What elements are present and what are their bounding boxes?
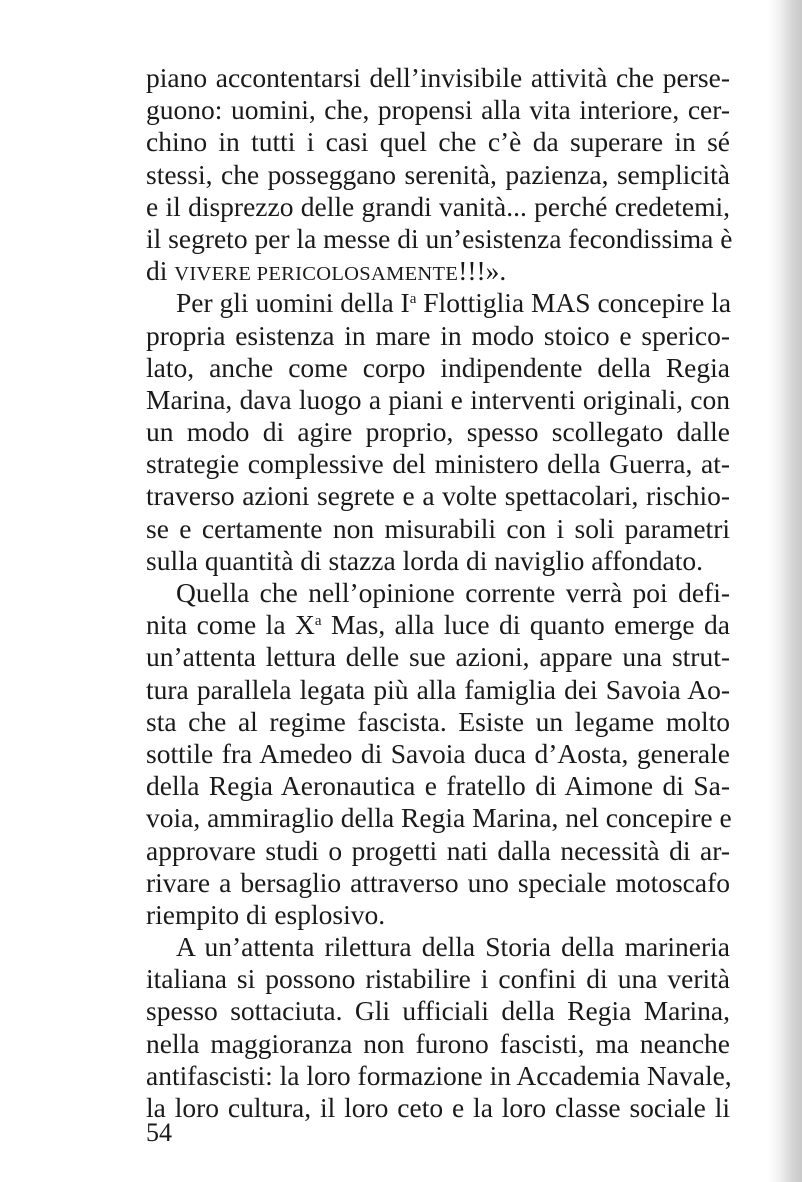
text-line: il segreto per la messe di un’esistenza fecondissima è [146, 222, 733, 254]
text-line: un’attenta lettura delle sue azioni, appare una strut- [146, 641, 730, 673]
text-line: stessi, che posseggano serenità, pazienza, semplicità [146, 158, 730, 190]
text-line: strategie complessive del ministero della Guerra, at- [146, 448, 730, 480]
text-line: chino in tutti i casi quel che c’è da superare in sé [146, 126, 730, 158]
text-line: un modo di agire proprio, spesso scollegato dalle [146, 416, 730, 448]
text-line: lato, anche come corpo indipendente della Regia [146, 351, 730, 383]
body-text [146, 62, 733, 1124]
paragraph-first-line [146, 287, 730, 319]
paragraph-first-line: Quella che nell’opinione corrente verrà poi defi- [176, 577, 730, 608]
text-line: approvare studi o progetti nati dalla necessità di ar- [146, 834, 730, 866]
text-line: guono: uomini, che, propensi alla vita interiore, cer- [146, 94, 730, 126]
text-line: sta che al regime fascista. Esiste un legame molto [146, 705, 730, 737]
page-edge-shadow [768, 0, 802, 1182]
superscript: a [409, 291, 417, 308]
text-line: sulla quantità di stazza lorda di naviglio affondato. [146, 544, 703, 576]
text-line: propria esistenza in mare in modo stoico e sperico- [146, 319, 730, 351]
text-line: riempito di esplosivo. [146, 898, 386, 930]
text-line: spesso sottaciuta. Gli ufficiali della Regia Marina, [146, 995, 730, 1027]
text-fragment: nita come la X [146, 609, 315, 641]
text-line: voia, ammiraglio della Regia Marina, nel concepire e [146, 802, 732, 834]
text-line [146, 255, 730, 287]
text-fragment: Mas, alla luce di quanto emerge da [321, 609, 730, 641]
text-line: nella maggioranza non furono fascisti, ma neanche [146, 1027, 730, 1059]
text-line: tura parallela legata più alla famiglia dei Savoia Ao- [146, 673, 730, 705]
text-line: la loro cultura, il loro ceto e la loro classe sociale li [146, 1092, 730, 1123]
text-line: traverso azioni segrete e a volte spettacolari, rischio- [146, 480, 730, 512]
text-fragment: !!!». [458, 255, 507, 287]
paragraph-first-line: A un’attenta rilettura della Storia della marineria [176, 931, 730, 963]
text-line: sottile fra Amedeo di Savoia duca d’Aosta, generale [146, 737, 730, 769]
text-line: antifascisti: la loro formazione in Accademia Navale, [146, 1059, 732, 1091]
text-fragment: Per gli uomini della I [176, 287, 410, 319]
small-caps-text: VIVERE PERICOLOSAMENTE [174, 263, 459, 286]
text-line: se e certamente non misurabili con i soli parametri [146, 512, 730, 544]
text-fragment: Flottiglia MAS concepire la [416, 287, 732, 319]
text-line: rivare a bersaglio attraverso uno speciale motoscafo [146, 866, 730, 898]
text-line: Marina, dava luogo a piani e interventi originali, con [146, 383, 730, 415]
text-line [146, 609, 730, 641]
text-line: piano accontentarsi dell’invisibile attività che perse- [146, 62, 730, 93]
text-line: italiana si possono ristabilire i confini di una verità [146, 963, 730, 995]
page-number: 54 [146, 1118, 172, 1147]
text-fragment: di [146, 255, 175, 287]
superscript: a [314, 613, 322, 630]
text-line: della Regia Aeronautica e fratello di Aimone di Sa- [146, 770, 730, 802]
text-line: e il disprezzo delle grandi vanità... perché credetemi, [146, 190, 730, 222]
